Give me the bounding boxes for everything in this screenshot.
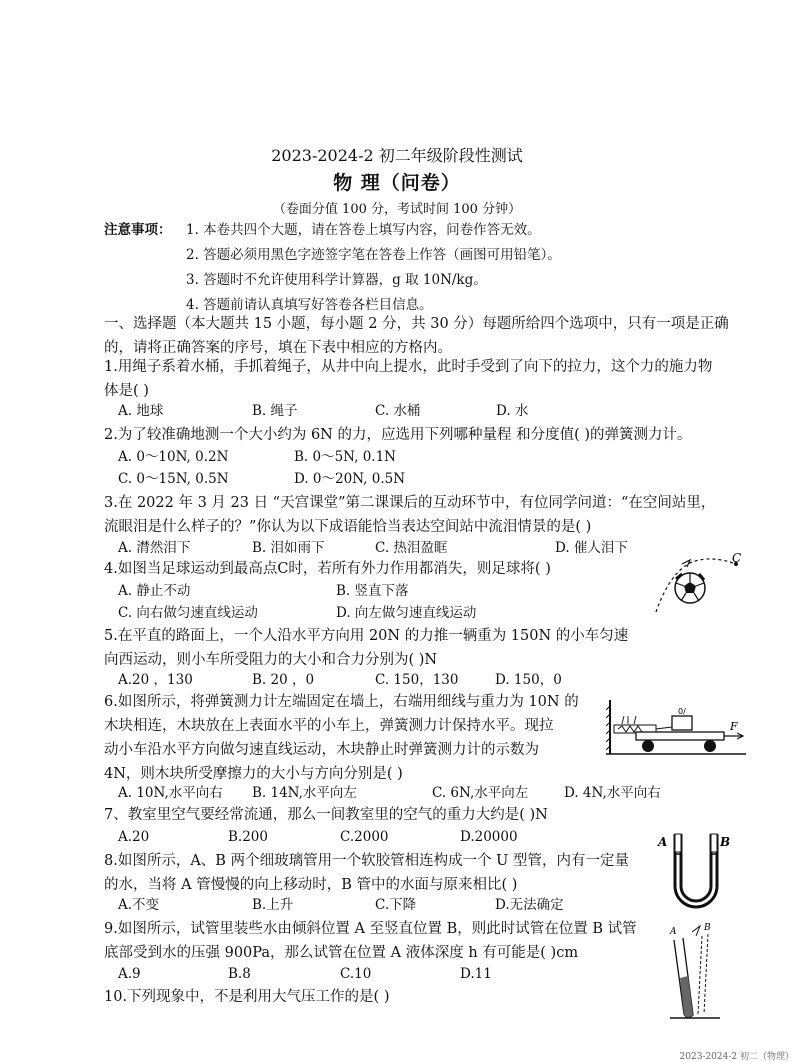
option-row xyxy=(118,963,580,985)
note-item: 1. 本卷共四个大题，请在答卷上填写内容，问卷作答无效。 xyxy=(186,222,541,238)
option-item: D. 150，0 xyxy=(495,672,562,688)
option-list xyxy=(118,782,724,804)
option-item: B. 绳子 xyxy=(252,403,298,419)
question-stem xyxy=(104,690,579,786)
option-item: B. 20 ，0 xyxy=(252,672,315,688)
test-tube-figure xyxy=(660,920,734,1022)
ball-point-label: C xyxy=(732,552,742,565)
utube-label-a: A xyxy=(658,835,668,849)
note-item: 2. 答题必须用黑色字迹签字笔在答卷上作答（画图可用铅笔）。 xyxy=(186,247,561,263)
option-row xyxy=(118,468,470,490)
option-item: B.上升 xyxy=(252,897,294,913)
note-item: 3. 答题时不允许使用科学计算器，g 取 10N/kg。 xyxy=(186,272,487,288)
option-list xyxy=(118,537,628,559)
question-stem xyxy=(104,849,629,897)
option-item: C. 热泪盈眶 xyxy=(375,540,448,556)
question-line: 2.为了较准确地测一个大小约为 6N 的力，应选用下列哪种量程 和分度值( )的弹簧测力计。 xyxy=(104,427,692,443)
option-list xyxy=(118,669,605,691)
cart-spring-figure xyxy=(606,696,746,762)
option-item: D. 4N,水平向右 xyxy=(564,785,661,801)
option-item: B. 竖直下落 xyxy=(336,583,409,599)
u-tube-figure xyxy=(656,830,736,912)
question-line: 9.如图所示，试管里装些水由倾斜位置 A 至竖直位置 B，则此时试管在位置 B 试管 xyxy=(104,921,637,937)
question-line: 流眼泪是什么样子的？”你认为以下成语能恰当表达空间站中流泪情景的是( ) xyxy=(104,519,592,535)
section-heading xyxy=(104,312,776,360)
option-item: D. 向左做匀速直线运动 xyxy=(336,605,477,621)
option-item: C. 水桶 xyxy=(375,403,421,419)
question-stem xyxy=(104,917,637,965)
option-row xyxy=(118,894,615,916)
question-line: 体是( ) xyxy=(104,383,149,399)
page-footer: 2023-2024-2 初二（物理） xyxy=(679,1052,794,1062)
force-label: F xyxy=(730,720,738,733)
question-line: 的水，当将 A 管慢慢的向上移动时，B 管中的水面与原来相比( ) xyxy=(104,877,518,893)
option-item: A.20 ，130 xyxy=(118,672,193,688)
question-line: 10.下列现象中，不是利用大气压工作的是( ) xyxy=(104,989,390,1005)
option-item: B.200 xyxy=(228,829,268,845)
option-item: D.无法确定 xyxy=(495,897,564,913)
question-line: 5.在平直的路面上，一个人沿水平方向用 20N 的力推一辆重为 150N 的小车匀速 xyxy=(104,628,629,644)
svg-text:0/: 0/ xyxy=(678,707,686,716)
option-list xyxy=(118,446,470,490)
option-list xyxy=(118,894,615,916)
option-item: D. 催人泪下 xyxy=(555,540,628,556)
tube-label-a: A xyxy=(670,927,677,937)
exam-title: 2023-2024-2 初二年级阶段性测试 xyxy=(271,146,523,165)
option-item: C. 向右做匀速直线运动 xyxy=(118,605,258,621)
question-line: 7、教室里空气要经常流通，那么一间教室里的空气的重力大约是( )N xyxy=(104,807,548,823)
option-row xyxy=(118,400,556,422)
option-row xyxy=(118,602,554,624)
option-row xyxy=(118,782,724,804)
question-stem xyxy=(104,355,712,403)
notes-label: 注意事项： xyxy=(104,222,172,238)
section-line: 的，请将正确答案的序号，填在下表中相应的方格内。 xyxy=(104,340,452,356)
exam-subject: 物 理（问卷） xyxy=(333,172,461,194)
soccer-ball-figure xyxy=(652,552,752,618)
option-list xyxy=(118,963,580,985)
question-stem xyxy=(104,423,692,447)
option-item: B. 14N,水平向左 xyxy=(252,785,357,801)
option-item: D.20000 xyxy=(460,829,518,845)
question-line: 8.如图所示，A、B 两个细玻璃管用一个软胶管相连构成一个 U 型管，内有一定量 xyxy=(104,853,630,869)
option-item: C. 150，130 xyxy=(375,672,459,688)
question-line: 底部受到水的压强 900Pa，那么试管在位置 A 液体深度 h 有可能是( )cm xyxy=(104,945,579,961)
option-row xyxy=(118,446,470,468)
question-line: 1.用绳子系着水桶，手抓着绳子，从井中向上提水，此时手受到了向下的拉力，这个力的施力物 xyxy=(104,359,713,375)
option-item: C. 6N,水平向左 xyxy=(432,785,529,801)
option-item: B. 泪如雨下 xyxy=(252,540,325,556)
question-line: 3.在 2022 年 3 月 23 日 “天宫课堂”第二课课后的互动环节中，有位同学问道：“在空间站里， xyxy=(104,495,716,511)
question-line: 4.如图当足球运动到最高点C时，若所有外力作用都消失，则足球将( ) xyxy=(104,561,551,577)
question-stem xyxy=(104,985,389,1009)
question-stem xyxy=(104,557,551,581)
question-stem xyxy=(104,803,548,827)
option-item: A. 静止不动 xyxy=(118,583,191,599)
option-item: A. 地球 xyxy=(118,403,164,419)
question-line: 动小车沿水平方向做匀速直线运动，木块静止时弹簧测力计的示数为 xyxy=(104,742,539,758)
option-item: C.10 xyxy=(340,966,372,982)
option-list xyxy=(118,826,580,848)
tube-label-b: B xyxy=(704,923,711,933)
option-item: C.下降 xyxy=(375,897,417,913)
option-item: A.不变 xyxy=(118,897,160,913)
option-item: D. 0～20N, 0.5N xyxy=(294,471,406,487)
question-line: 4N，则木块所受摩擦力的大小与方向分别是( ) xyxy=(104,766,403,782)
note-item: 4. 答题前请认真填写好答卷各栏目信息。 xyxy=(186,297,433,313)
question-line: 6.如图所示，将弹簧测力计左端固定在墙上，右端用细线与重力为 10N 的 xyxy=(104,694,579,710)
exam-info: （卷面分值 100 分，考试时间 100 分钟） xyxy=(272,202,522,217)
option-item: B. 0～5N, 0.1N xyxy=(294,449,396,465)
utube-label-b: B xyxy=(720,835,731,849)
option-list xyxy=(118,400,556,422)
option-row xyxy=(118,537,628,559)
notes-block xyxy=(104,218,561,318)
option-list xyxy=(118,580,554,624)
question-line: 向西运动，则小车所受阻力的大小和合力分别为( )N xyxy=(104,652,438,668)
option-item: C. 0～15N, 0.5N xyxy=(118,471,229,487)
option-item: D.11 xyxy=(460,966,492,982)
option-item: A.20 xyxy=(118,829,150,845)
question-line: 木块相连，木块放在上表面水平的小车上，弹簧测力计保持水平。现拉 xyxy=(104,718,554,734)
question-stem xyxy=(104,624,628,672)
option-row xyxy=(118,669,605,691)
question-stem xyxy=(104,491,715,539)
option-item: B.8 xyxy=(228,966,251,982)
option-item: C.2000 xyxy=(340,829,389,845)
section-line: 一、选择题（本大题共 15 小题，每小题 2 分，共 30 分）每题所给四个选项中，只有一项是正确 xyxy=(104,316,729,332)
option-row xyxy=(118,826,580,848)
option-item: D. 水 xyxy=(496,403,529,419)
option-item: A. 0～10N, 0.2N xyxy=(118,449,229,465)
option-row xyxy=(118,580,554,602)
option-item: A. 潸然泪下 xyxy=(118,540,191,556)
option-item: A. 10N,水平向右 xyxy=(118,785,223,801)
option-item: A.9 xyxy=(118,966,141,982)
